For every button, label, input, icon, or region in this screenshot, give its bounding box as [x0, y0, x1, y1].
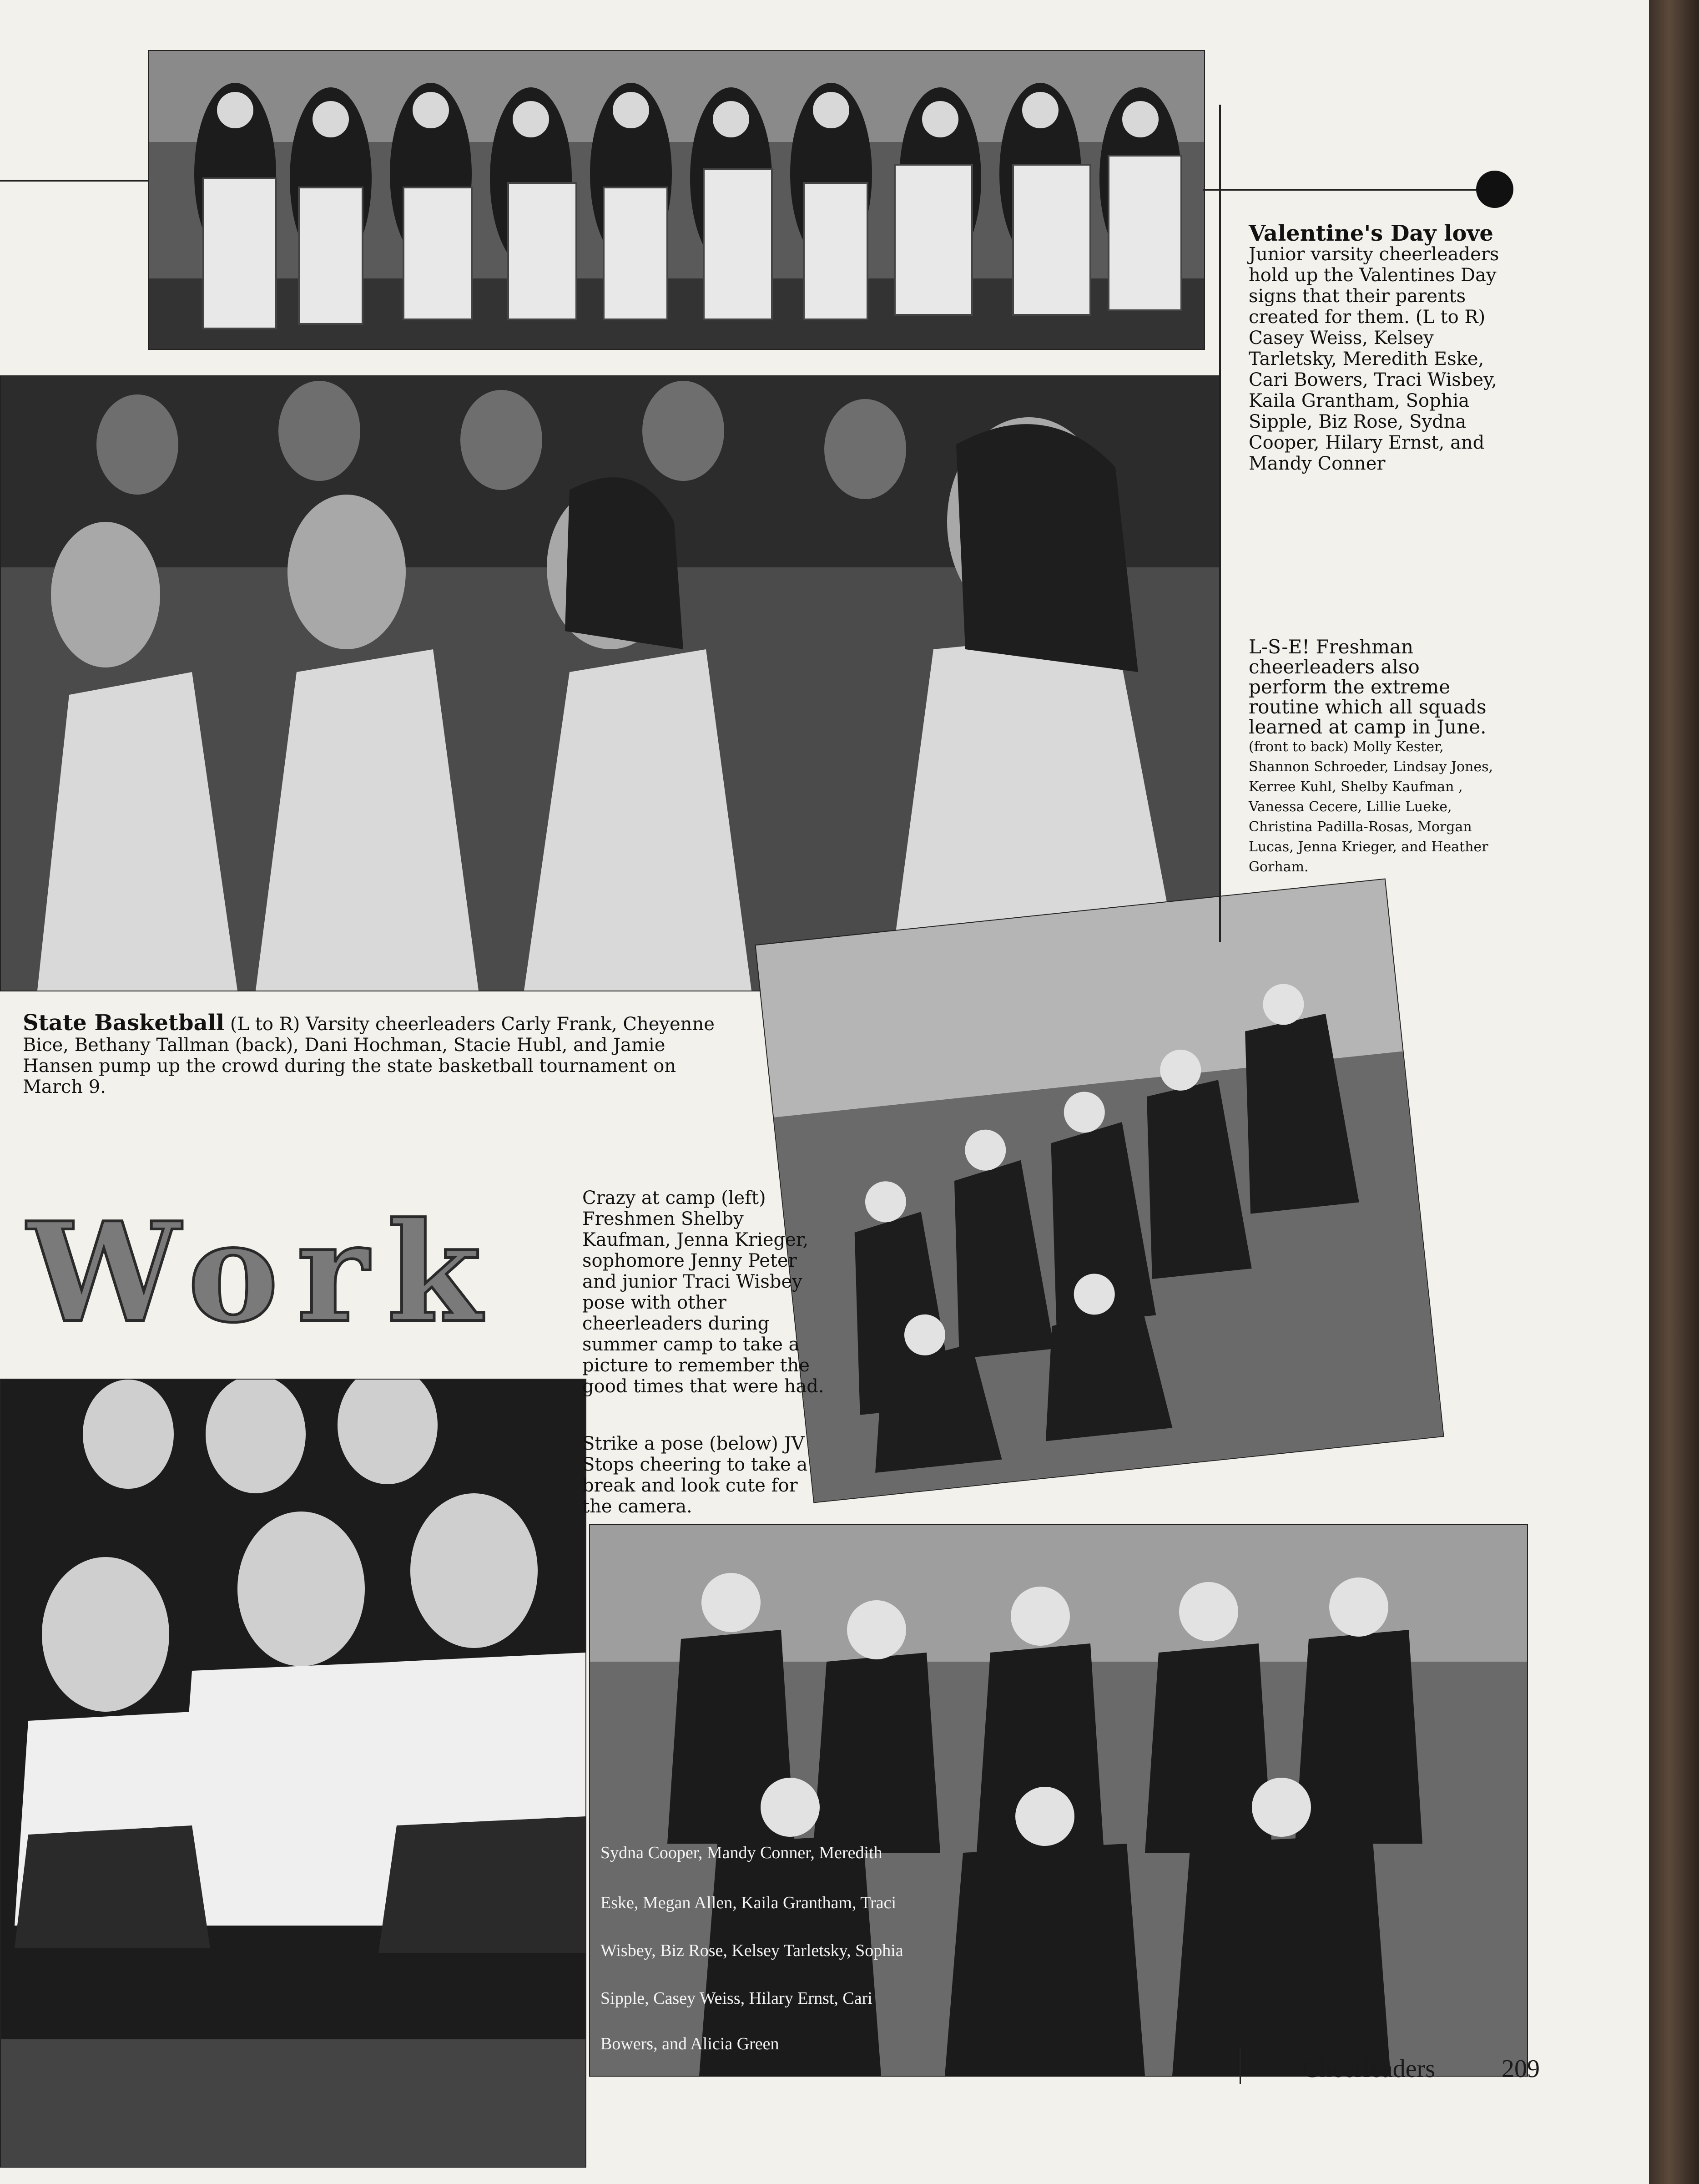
bullet-dot	[1476, 171, 1513, 208]
page-number: 209	[1502, 2055, 1540, 2083]
caption-state-body: (L to R) Varsity cheerleaders Carly Frank, Cheyenne Bice, Bethany Tallman (back), Dani Hochman, Stacie Hubl, and Jamie Hansen pump up the crowd during the state basketball tournament on March 9.	[23, 1014, 715, 1097]
caption-lse-names: (front to back) Molly Kester, Shannon Schroeder, Lindsay Jones, Kerree Kuhl, Shelby Kaufman , Vanessa Cecere, Lillie Lueke, Christina Padilla-Rosas, Morgan Lucas, Jenna Krieger, and Heather Gorham.	[1249, 739, 1493, 875]
overlay-names-line: Sipple, Casey Weiss, Hilary Ernst, Cari	[600, 1989, 872, 2008]
caption-strike-text: Strike a pose (below) JV Stops cheering to take a break and look cute for the camera.	[582, 1433, 808, 1517]
page-binding	[1649, 0, 1699, 2184]
horizontal-rule-left	[0, 180, 148, 182]
overlay-names-line: Bowers, and Alicia Green	[600, 2034, 779, 2053]
photo-state-basketball	[0, 375, 1221, 991]
footer-section-label: Cheerleaders	[1302, 2055, 1435, 2083]
vertical-rule	[1219, 105, 1221, 942]
caption-valentines-title: Valentine's Day love	[1249, 221, 1493, 246]
caption-strike-pose	[582, 1433, 828, 1517]
horizontal-rule-right	[1203, 189, 1494, 191]
caption-valentines-body: Junior varsity cheerleaders hold up the Valentines Day signs that their parents created for them. (L to R) Casey Weiss, Kelsey Tarletsky, Meredith Eske, Cari Bowers, Traci Wisbey, Kaila Grantham, Sophia Sipple, Biz Rose, Sydna Cooper, Hilary Ernst, and Mandy Conner	[1249, 244, 1499, 474]
overlay-names-line: Wisbey, Biz Rose, Kelsey Tarletsky, Sophia	[600, 1941, 903, 1960]
caption-valentines	[1249, 223, 1503, 474]
overlay-names-line: Sydna Cooper, Mandy Conner, Meredith	[600, 1843, 882, 1862]
caption-lse	[1249, 637, 1503, 877]
headline-work: Work	[27, 1192, 500, 1353]
photo-camp	[755, 879, 1444, 1503]
photo-work-group	[0, 1379, 586, 2168]
photo-valentines	[148, 50, 1205, 350]
footer-tick	[1240, 2048, 1241, 2084]
caption-state-basketball	[23, 1012, 737, 1097]
caption-camp	[582, 1188, 828, 1397]
overlay-names-line: Eske, Megan Allen, Kaila Grantham, Traci	[600, 1893, 897, 1912]
caption-lse-lead: L-S-E! Freshman cheerleaders also perform the extreme routine which all squads learned at camp in June.	[1249, 636, 1487, 738]
caption-camp-text: Crazy at camp (left) Freshmen Shelby Kaufman, Jenna Krieger, sophomore Jenny Peter and junior Traci Wisbey pose with other cheerleaders during summer camp to take a picture to remember the good times that were had.	[582, 1188, 824, 1397]
caption-state-title: State Basketball	[23, 1010, 225, 1036]
